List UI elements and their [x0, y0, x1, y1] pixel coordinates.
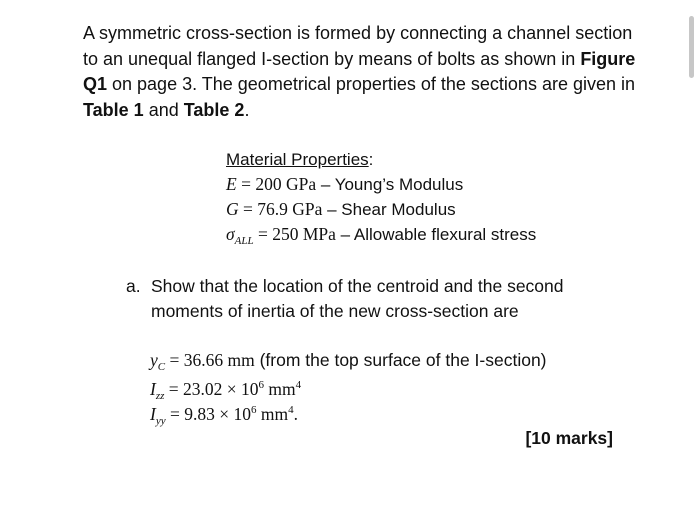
shear-modulus-row	[226, 197, 536, 222]
izz-row	[150, 373, 547, 402]
material-title-row	[226, 147, 536, 172]
intro-text-3: and	[143, 99, 184, 120]
intro-text-4: .	[244, 99, 250, 120]
marks-label: [10 marks]	[525, 428, 613, 448]
izz-subscript: zz	[155, 390, 165, 402]
e-symbol: E	[226, 174, 237, 194]
allowable-stress-row	[226, 222, 536, 247]
yc-value: = 36.66 mm	[165, 350, 255, 370]
izz-value: = 23.02 × 10	[164, 379, 259, 399]
g-value: = 76.9 GPa	[238, 199, 323, 219]
intro-text-1: A symmetric cross-section is formed by connecting a channel section to an unequal flanged I-section by means of bolts as shown in	[83, 23, 633, 69]
intro-paragraph	[83, 21, 643, 123]
question-a-text: Show that the location of the centroid and the second moments of inertia of the new cross-section are	[151, 276, 564, 321]
sigma-subscript: ALL	[234, 235, 254, 247]
iyy-value: = 9.83 × 10	[165, 404, 251, 424]
sigma-symbol: σ	[226, 224, 235, 244]
figure-reference: Figure Q1	[83, 48, 636, 94]
e-value: = 200 GPa	[236, 174, 317, 194]
material-title: Material Properties	[226, 150, 369, 169]
g-symbol: G	[226, 199, 239, 219]
izz-unit-exponent: 4	[295, 379, 302, 391]
izz-equation	[150, 379, 302, 402]
question-a-label: a.	[126, 276, 141, 296]
iyy-symbol: I	[150, 404, 156, 424]
results-block	[150, 348, 547, 427]
yc-subscript: C	[157, 361, 166, 373]
table2-reference: Table 2	[183, 99, 245, 120]
intro-text-2: on page 3. The geometrical properties of the sections are given in	[107, 74, 636, 94]
iyy-row	[150, 398, 547, 427]
g-equation	[226, 199, 322, 219]
iyy-subscript: yy	[155, 415, 166, 427]
izz-unit: mm	[264, 379, 296, 399]
sigma-equation	[226, 224, 336, 247]
table1-reference: Table 1	[83, 99, 144, 120]
material-title-colon: :	[368, 150, 374, 169]
e-equation	[226, 174, 316, 194]
izz-symbol: I	[150, 379, 156, 399]
iyy-period: .	[293, 404, 298, 424]
yc-note: (from the top surface of the I-section)	[254, 350, 547, 370]
iyy-unit-exponent: 4	[288, 404, 294, 416]
e-description: – Young’s Modulus	[316, 175, 464, 194]
sigma-value: = 250 MPa	[253, 224, 336, 244]
yc-equation	[150, 350, 255, 373]
g-description: – Shear Modulus	[322, 200, 456, 219]
scrollbar[interactable]	[689, 16, 694, 78]
material-properties	[226, 147, 536, 247]
sigma-description: – Allowable flexural stress	[335, 225, 537, 244]
iyy-exponent: 6	[250, 404, 257, 416]
yc-symbol: y	[150, 350, 158, 370]
izz-exponent: 6	[258, 379, 265, 391]
iyy-equation	[150, 404, 298, 427]
youngs-modulus-row	[226, 172, 536, 197]
iyy-unit: mm	[256, 404, 289, 424]
centroid-row	[150, 348, 547, 373]
